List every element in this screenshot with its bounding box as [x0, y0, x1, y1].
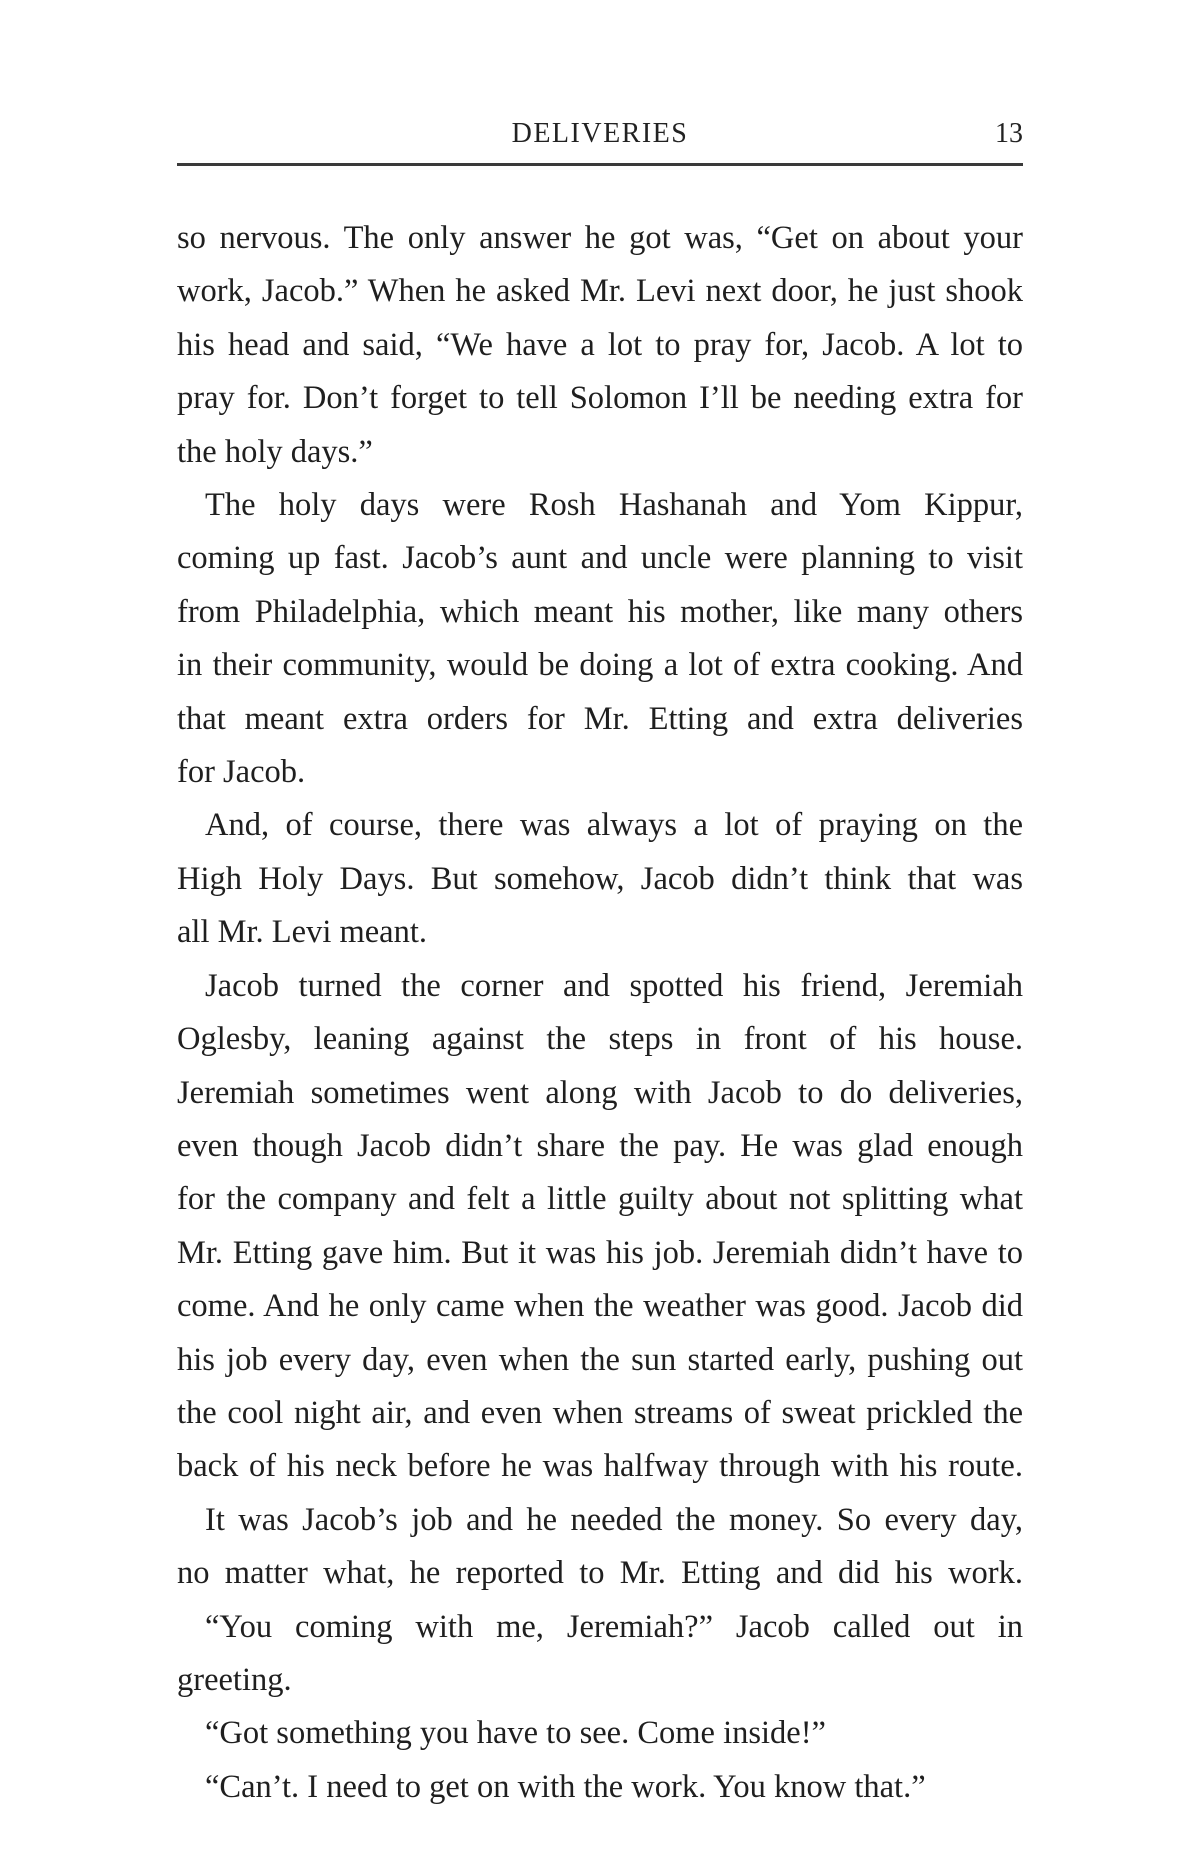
text-line: “You coming with me, Jeremiah?” Jacob called out in greeting. [177, 1608, 1023, 1698]
text-line: all Mr. Levi meant. [177, 914, 428, 951]
text-line: that meant extra orders for Mr. Etting and extra deliveries [177, 700, 1023, 737]
text-line: Mr. Etting gave him. But it was his job. Jeremiah didn’t have to [177, 1234, 1023, 1271]
text-line: his head and said, “We have a lot to pray for, Jacob. A lot to [177, 326, 1023, 363]
text-line: The holy days were Rosh Hashanah and Yom Kippur, [205, 487, 1023, 524]
text-line: in their community, would be doing a lot of extra cooking. And [177, 647, 1023, 684]
text-line: High Holy Days. But somehow, Jacob didn’t think that was [177, 860, 1023, 897]
text-line: no matter what, he reported to Mr. Etting and did his work. [177, 1555, 1023, 1592]
text-line: his job every day, even when the sun started early, pushing out [177, 1341, 1023, 1378]
text-line: the holy days.” [177, 433, 373, 470]
text-line: work, Jacob.” When he asked Mr. Levi next door, he just shook [177, 273, 1023, 310]
chapter-title: DELIVERIES [511, 118, 689, 149]
body-text [177, 212, 1023, 1814]
text-line: so nervous. The only answer he got was, “Get on about your [177, 220, 1023, 256]
text-line: for the company and felt a little guilty about not splitting what [177, 1181, 1023, 1218]
text-line: Jeremiah sometimes went along with Jacob to do deliveries, [177, 1074, 1023, 1111]
page-number: 13 [995, 118, 1023, 149]
text-line: pray for. Don’t forget to tell Solomon I’ll be needing extra for [177, 380, 1023, 417]
header-rule [177, 163, 1023, 166]
text-line: even though Jacob didn’t share the pay. He was glad enough [177, 1127, 1023, 1164]
text-line: for Jacob. [177, 754, 306, 791]
text-line: back of his neck before he was halfway through with his route. [177, 1448, 1023, 1485]
text-line: Jacob turned the corner and spotted his friend, Jeremiah [205, 967, 1023, 1004]
text-line: “Can’t. I need to get on with the work. You know that.” [205, 1768, 926, 1805]
running-head [177, 118, 1023, 154]
text-line: the cool night air, and even when streams of sweat prickled the [177, 1394, 1023, 1431]
text-line: coming up fast. Jacob’s aunt and uncle were planning to visit [177, 540, 1023, 577]
text-line: “Got something you have to see. Come inside!” [205, 1715, 826, 1752]
text-line: It was Jacob’s job and he needed the money. So every day, [205, 1501, 1023, 1538]
text-line: And, of course, there was always a lot of praying on the [205, 807, 1023, 844]
text-line: come. And he only came when the weather was good. Jacob did [177, 1288, 1023, 1325]
text-line: from Philadelphia, which meant his mother, like many others [177, 593, 1023, 630]
text-line: Oglesby, leaning against the steps in front of his house. [177, 1021, 1023, 1058]
